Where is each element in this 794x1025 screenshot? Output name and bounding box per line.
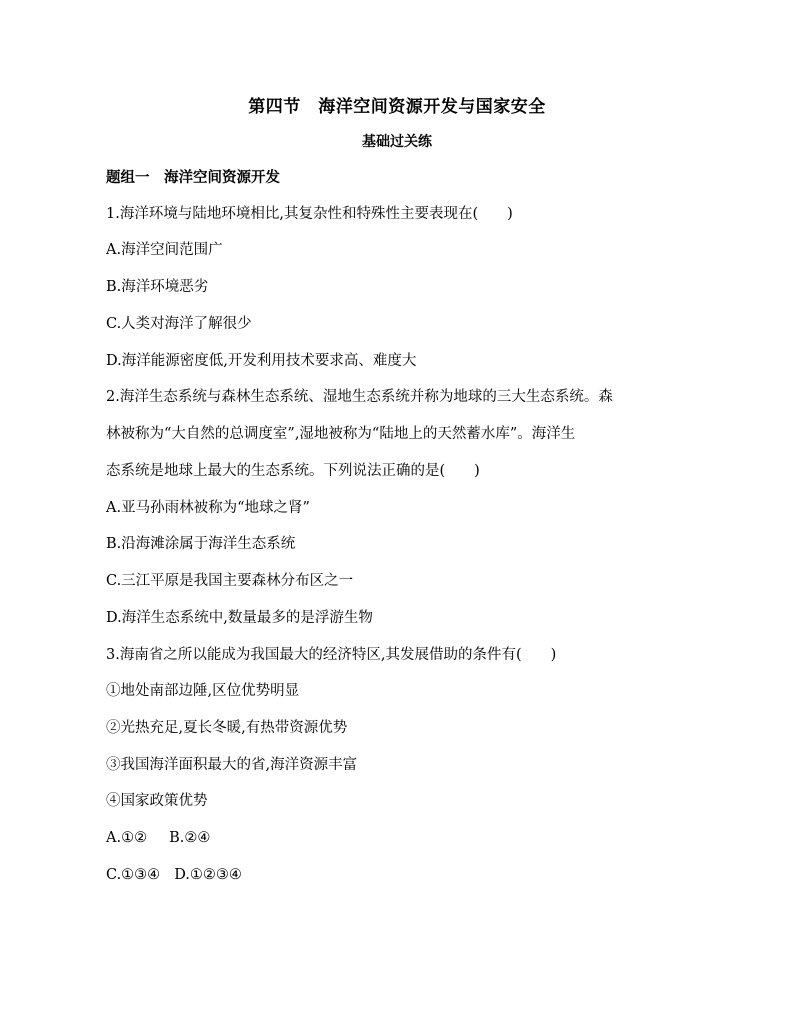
question-3-options-row-2 bbox=[106, 865, 242, 885]
question-3-condition-4: ④国家政策优势 bbox=[106, 793, 208, 809]
question-3-condition-3: ③我国海洋面积最大的省,海洋资源丰富 bbox=[106, 757, 358, 773]
question-1-stem: 1.海洋环境与陆地环境相比,其复杂性和特殊性主要表现在( ) bbox=[106, 206, 513, 222]
question-1-option-b: B.海洋环境恶劣 bbox=[106, 279, 209, 295]
question-1-option-c: C.人类对海洋了解很少 bbox=[106, 316, 252, 332]
section-title: 第四节 海洋空间资源开发与国家安全 bbox=[248, 97, 546, 117]
question-1-option-d: D.海洋能源密度低,开发利用技术要求高、难度大 bbox=[106, 353, 417, 369]
question-2-option-b: B.沿海滩涂属于海洋生态系统 bbox=[106, 536, 296, 552]
section-subtitle: 基础过关练 bbox=[362, 134, 432, 150]
question-2-stem-line-2: 林被称为“大自然的总调度室”,湿地被称为“陆地上的天然蓄水库”。海洋生 bbox=[106, 426, 576, 442]
question-2-stem-line-1: 2.海洋生态系统与森林生态系统、湿地生态系统并称为地球的三大生态系统。森 bbox=[106, 389, 613, 405]
question-3-option-b: B.②④ bbox=[169, 830, 211, 846]
question-3-condition-1: ①地处南部边陲,区位优势明显 bbox=[106, 683, 300, 699]
question-1-option-a: A.海洋空间范围广 bbox=[106, 242, 223, 258]
question-3-condition-2: ②光热充足,夏长冬暖,有热带资源优势 bbox=[106, 720, 348, 736]
question-2-option-c: C.三江平原是我国主要森林分布区之一 bbox=[106, 573, 354, 589]
question-group-heading: 题组一 海洋空间资源开发 bbox=[106, 169, 280, 186]
question-3-option-c: C.①③④ bbox=[106, 867, 161, 883]
question-2-stem-line-3: 态系统是地球上最大的生态系统。下列说法正确的是( ) bbox=[106, 463, 480, 479]
question-2-option-d: D.海洋生态系统中,数量最多的是浮游生物 bbox=[106, 610, 373, 626]
question-3-option-a: A.①② bbox=[106, 830, 148, 846]
question-2-option-a: A.亚马孙雨林被称为“地球之肾” bbox=[106, 500, 310, 516]
question-3-option-d: D.①②③④ bbox=[174, 867, 242, 883]
question-3-options-row-1 bbox=[106, 828, 210, 848]
question-3-stem: 3.海南省之所以能成为我国最大的经济特区,其发展借助的条件有( ) bbox=[106, 647, 557, 663]
